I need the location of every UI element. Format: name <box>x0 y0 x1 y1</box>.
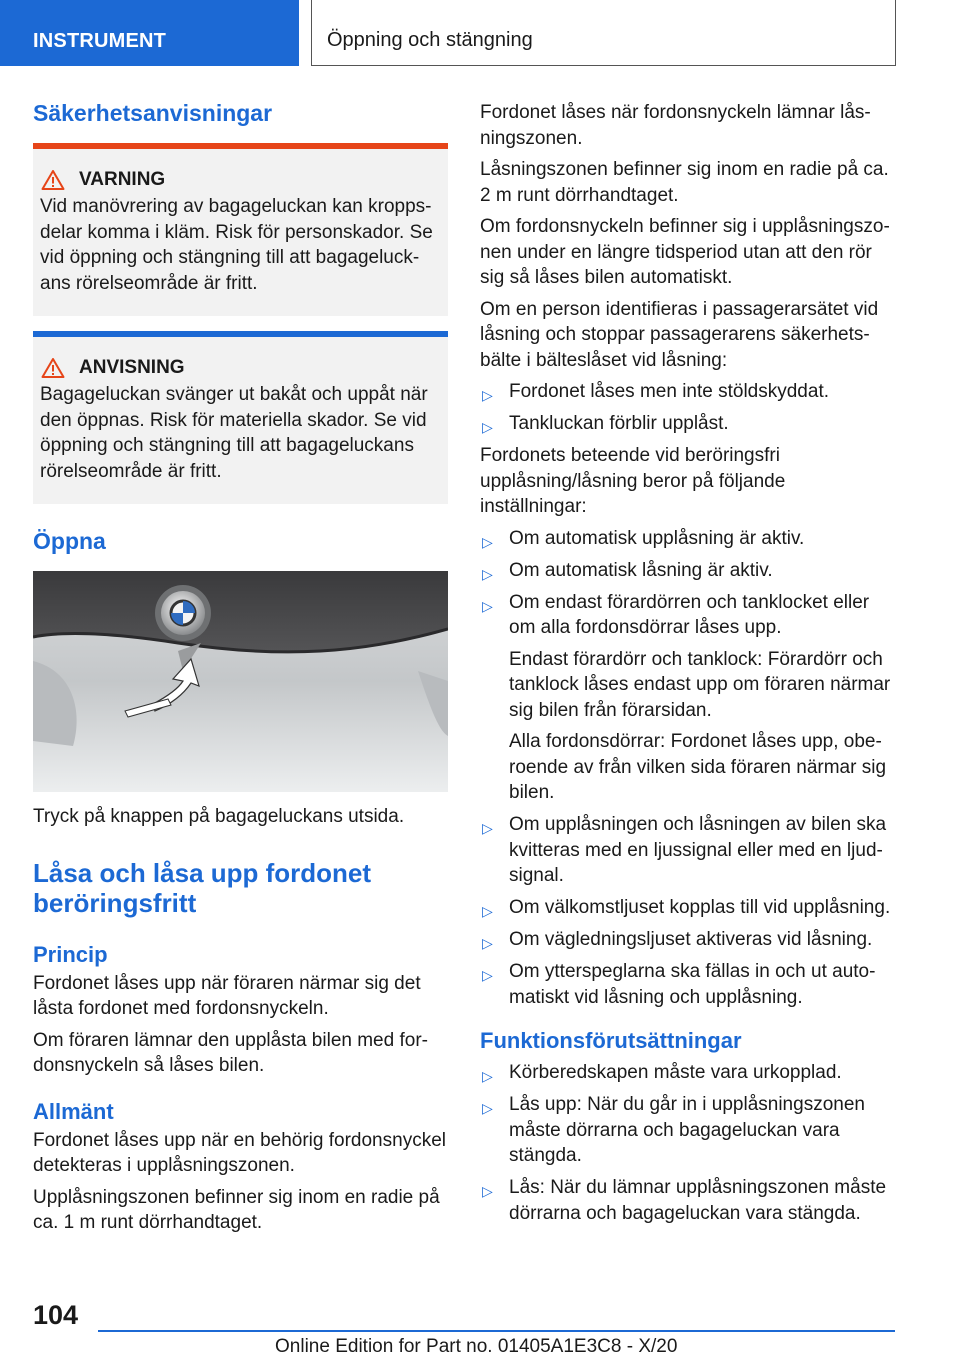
list-item: ▷ Om automatisk låsning är aktiv. <box>480 558 895 584</box>
warning-box <box>33 143 448 316</box>
warning-text: Vid manövrering av bagageluckan kan kroppsdelar komma i kläm. Risk för personskador. Se vid öppning och stängning till att bagageluckans rörelseområde är fritt. <box>40 196 433 294</box>
list-item: ▷ Fordonet låses men inte stöldskyddat. <box>480 379 895 405</box>
chapter-title: Öppning och stängning <box>311 0 896 66</box>
right-paragraph-1: Fordonet låses när fordonsnyckeln lämnar låsningszonen. <box>480 102 871 149</box>
right-paragraph-5: Fordonets beteende vid beröringsfri upplåsning/låsning beror på följande inställningar: <box>480 445 786 517</box>
left-column <box>33 100 448 1236</box>
notice-box <box>33 331 448 504</box>
bullet-triangle-icon: ▷ <box>482 903 493 919</box>
list-item: ▷ Om välkomstljuset kopplas till vid upplåsning. <box>480 895 895 921</box>
list-item: ▷ Om vägledningsljuset aktiveras vid låsning. <box>480 927 895 953</box>
list-item: ▷ Om endast förardörren och tanklocket eller om alla fordonsdörrar låses upp. Endast förardörr och tanklock: Förardörr och tanklock låses endast upp om föraren närmar sig bilen från förarsidan. Alla fordonsdörrar: Fordonet låses upp, oberoende av från vilken sida föraren närmar sig bilen. <box>480 590 895 806</box>
bullet-triangle-icon: ▷ <box>482 419 493 435</box>
list-sub-paragraph: Endast förardörr och tanklock: Förardörr och tanklock låses endast upp om föraren närmar sig bilen från förarsidan. <box>509 648 891 721</box>
trunk-button-photo <box>33 571 448 792</box>
right-column <box>480 100 895 1233</box>
list-item: ▷ Lås upp: När du går in i upplåsningszonen måste dörrarna och bagageluckan vara stängda. <box>482 1094 865 1166</box>
list-item: ▷ Om ytterspeglarna ska fällas in och ut automatiskt vid låsning och upplåsning. <box>482 961 876 1008</box>
right-paragraph-4: Om en person identifieras i passagerarsätet vid låsning och stoppar passagerarens säkerhetsbälte i bälteslåset vid låsning: <box>480 298 879 371</box>
notice-triangle-icon <box>41 357 65 379</box>
bullet-triangle-icon: ▷ <box>482 935 493 951</box>
page-header <box>0 0 960 66</box>
section-tab: INSTRUMENT <box>0 0 299 66</box>
general-paragraph-1: Fordonet låses upp när en behörig fordonsnyckel detekteras i upplåsningszonen. <box>33 1129 446 1176</box>
footer-divider <box>98 1330 895 1332</box>
bullet-triangle-icon: ▷ <box>482 533 493 550</box>
bullet-triangle-icon: ▷ <box>482 1068 493 1084</box>
bullet-triangle-icon: ▷ <box>482 565 493 582</box>
warning-label: VARNING <box>79 169 166 190</box>
notice-label: ANVISNING <box>79 357 185 378</box>
keyless-heading: Låsa och låsa upp fordonet beröringsfritt <box>33 857 372 918</box>
list-sub-paragraph: Alla fordonsdörrar: Fordonet låses upp, oberoende av från vilken sida föraren närmar sig bilen. <box>509 731 887 803</box>
notice-header <box>40 357 440 379</box>
settings-list <box>480 526 895 1011</box>
list-item: ▷ Körberedskapen måste vara urkopplad. <box>480 1060 895 1086</box>
general-heading: Allmänt <box>33 1098 114 1124</box>
bullet-triangle-icon: ▷ <box>482 597 493 614</box>
list-item: ▷ Om automatisk upplåsning är aktiv. <box>480 526 895 552</box>
principle-paragraph-2: Om föraren lämnar den upplåsta bilen med fordonsnyckeln så låses bilen. <box>33 1029 428 1076</box>
bullet-triangle-icon: ▷ <box>482 387 493 403</box>
bullet-triangle-icon: ▷ <box>482 967 493 983</box>
notice-text: Bagageluckan svänger ut bakåt och uppåt när den öppnas. Risk för materiella skador. Se vid öppning och stängning till att bagageluckans rörelseområde är fritt. <box>40 384 428 482</box>
trunk-illustration <box>33 571 448 792</box>
warning-header <box>40 169 440 191</box>
list-item: ▷ Om upplåsningen och låsningen av bilen ska kvitteras med en ljussignal eller med en ljudsignal. <box>482 814 887 886</box>
passenger-list <box>480 379 895 437</box>
right-paragraph-2: Låsningszonen befinner sig inom en radie på ca. 2 m runt dörrhandtaget. <box>480 159 889 206</box>
bullet-triangle-icon: ▷ <box>482 820 493 836</box>
page-number: 104 <box>33 1300 79 1330</box>
bullet-triangle-icon: ▷ <box>482 1100 493 1116</box>
right-paragraph-3: Om fordonsnyckeln befinner sig i upplåsningszonen under en längre tidsperiod utan att den rör sig så låses bilen automatiskt. <box>480 216 890 288</box>
open-heading: Öppna <box>33 528 106 554</box>
warning-triangle-icon <box>41 169 65 191</box>
general-paragraph-2: Upplåsningszonen befinner sig inom en radie på ca. 1 m runt dörrhandtaget. <box>33 1186 440 1233</box>
requirements-list <box>480 1060 895 1226</box>
bullet-triangle-icon: ▷ <box>482 1183 493 1199</box>
function-requirements-heading: Funktionsförutsättningar <box>480 1028 742 1053</box>
safety-heading: Säkerhetsanvisningar <box>33 100 273 126</box>
list-item: ▷ Lås: När du lämnar upplåsningszonen måste dörrarna och bagageluckan vara stängda. <box>482 1177 887 1224</box>
photo-caption: Tryck på knappen på bagageluckans utsida. <box>33 806 405 827</box>
principle-paragraph-1: Fordonet låses upp när föraren närmar sig det låsta fordonet med fordonsnyckeln. <box>33 972 421 1019</box>
list-item: ▷ Tankluckan förblir upplåst. <box>480 411 895 437</box>
edition-note: Online Edition for Part no. 01405A1E3C8 - X/20 <box>275 1336 678 1357</box>
principle-heading: Princip <box>33 941 108 967</box>
